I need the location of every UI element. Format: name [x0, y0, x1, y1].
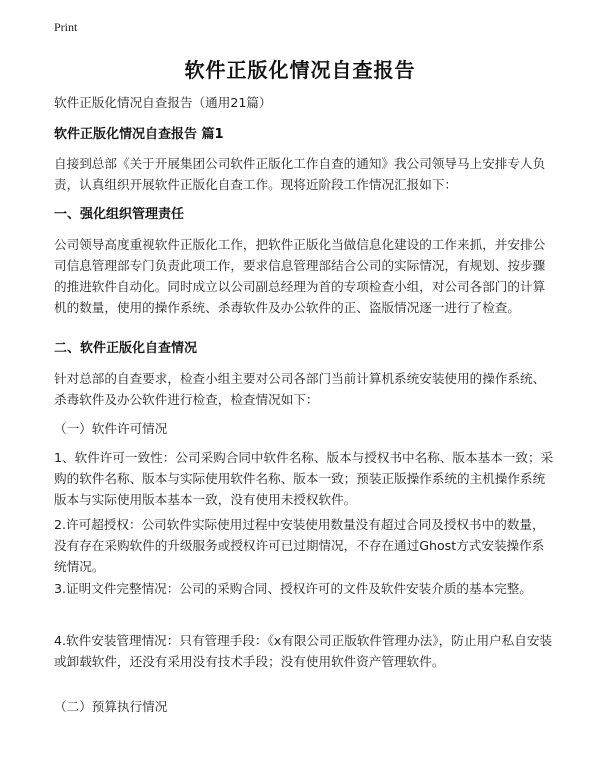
subheading-budget: （二）预算执行情况	[54, 699, 168, 714]
list-item: 3.证明文件完整情况：公司的采购合同、授权许可的文件及软件安装介质的基本完整。	[54, 581, 532, 596]
subtitle: 软件正版化情况自查报告（通用21篇）	[54, 95, 272, 110]
page-title: 软件正版化情况自查报告	[184, 58, 416, 82]
paragraph-self-check: 针对总部的自查要求，检查小组主要对公司各部门当前计算机系统安装使用的操作系统、杀毒软件及办公软件进行检查，检查情况如下：	[54, 371, 546, 407]
print-link[interactable]: Print	[54, 20, 78, 34]
heading-self-check: 二、软件正版化自查情况	[54, 341, 198, 356]
list-item: 4.软件安装管理情况：只有管理手段：《x有限公司正版软件管理办法》，防止用户私自安装或卸载软件，还没有采用没有技术手段；没有使用软件资产管理软件。	[54, 633, 553, 669]
paragraph-organization: 公司领导高度重视软件正版化工作，把软件正版化当做信息化建设的工作来抓，并安排公司信息管理部专门负责此项工作，要求信息管理部结合公司的实际情况，有规划、按步骤的推进软件自动化。同时成立以公司副总经理为首的专项检查小组，对公司各部门的计算机的数量，使用的操作系统、杀毒软件及办公软件的正、盗版情况逐一进行了检查。	[54, 237, 546, 315]
list-item: 2.许可超授权：公司软件实际使用过程中安装使用数量没有超过合同及授权书中的数量，没有存在采购软件的升级服务或授权许可已过期情况，不存在通过Ghost方式安装操作系统情况。	[54, 517, 545, 574]
intro-paragraph: 自接到总部《关于开展集团公司软件正版化工作自查的通知》我公司领导马上安排专人负责，认真组织开展软件正版化自查工作。现将近阶段工作情况汇报如下：	[54, 156, 546, 192]
section-title: 软件正版化情况自查报告 篇1	[54, 127, 224, 142]
subheading-license: （一）软件许可情况	[54, 421, 168, 436]
list-item: 1、软件许可一致性：公司采购合同中软件名称、版本与授权书中名称、版本基本一致；采购的软件名称、版本与实际使用软件名称、版本一致；预装正版操作系统的主机操作系统版本与实际使用版本基本一致，没有使用未授权软件。	[54, 450, 554, 507]
heading-organization: 一、强化组织管理责任	[54, 207, 185, 222]
